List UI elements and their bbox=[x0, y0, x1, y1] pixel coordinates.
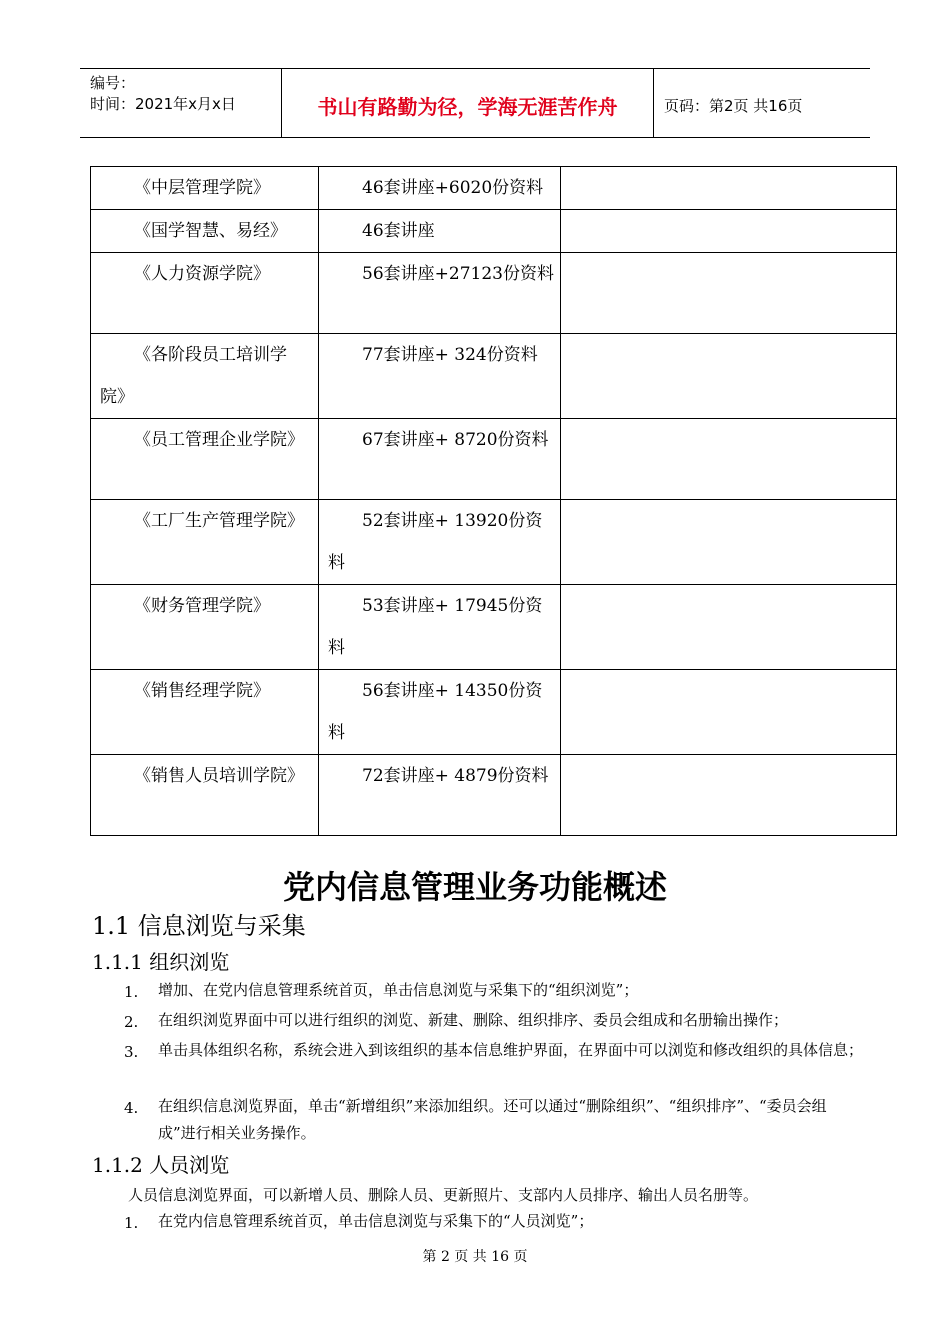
table-row bbox=[91, 253, 897, 334]
table-row bbox=[91, 755, 897, 836]
table-cell-content: 46套讲座 bbox=[362, 221, 435, 241]
time-label: 时间：2021年x月x日 bbox=[90, 95, 236, 113]
table-cell-note bbox=[561, 167, 897, 210]
number-label: 编号： bbox=[90, 74, 136, 92]
section-heading-1-1-1: 1.1.1 组织浏览 bbox=[92, 950, 230, 974]
table-row bbox=[91, 585, 897, 670]
document-title: 党内信息管理业务功能概述 bbox=[282, 868, 667, 906]
table-cell-note bbox=[561, 670, 897, 755]
section-heading-1-1-2: 1.1.2 人员浏览 bbox=[92, 1153, 230, 1177]
table-cell-note bbox=[561, 210, 897, 253]
list-item-text: 在党内信息管理系统首页，单击信息浏览与采集下的“人员浏览”； bbox=[158, 1212, 594, 1230]
table-cell-content: 67套讲座+ 8720份资料 bbox=[362, 430, 549, 450]
list-item-number: 3. bbox=[124, 1043, 139, 1061]
table-cell-note bbox=[561, 500, 897, 585]
table-cell-name: 《各阶段员工培训学院》 bbox=[100, 345, 287, 407]
paragraph-people: 人员信息浏览界面，可以新增人员、删除人员、更新照片、支部内人员排序、输出人员名册等。 bbox=[128, 1186, 759, 1204]
section-heading-1-1: 1.1 信息浏览与采集 bbox=[92, 912, 306, 940]
page-footer: 第 2 页 共 16 页 bbox=[422, 1249, 528, 1265]
table-row bbox=[91, 334, 897, 419]
table-cell-content: 72套讲座+ 4879份资料 bbox=[362, 766, 549, 786]
table-row bbox=[91, 210, 897, 253]
table-cell-content: 53套讲座+ 17945份资料 bbox=[328, 596, 543, 658]
table-cell-name: 《财务管理学院》 bbox=[134, 596, 270, 616]
list-item-number: 2. bbox=[124, 1013, 139, 1031]
table-cell-note bbox=[561, 419, 897, 500]
table-row bbox=[91, 500, 897, 585]
table-cell-name: 《人力资源学院》 bbox=[134, 264, 270, 284]
table-cell-content: 56套讲座+27123份资料 bbox=[362, 264, 554, 284]
table-row bbox=[91, 670, 897, 755]
table-cell-name: 《中层管理学院》 bbox=[134, 178, 270, 198]
table-cell-content: 77套讲座+ 324份资料 bbox=[362, 345, 538, 365]
table-cell-name: 《工厂生产管理学院》 bbox=[134, 511, 304, 531]
page-header bbox=[80, 68, 870, 138]
table-cell-note bbox=[561, 585, 897, 670]
table-cell-note bbox=[561, 253, 897, 334]
list-item-text: 在组织信息浏览界面，单击“新增组织”来添加组织。还可以通过“删除组织”、“组织排序”、“委员会组成”进行相关业务操作。 bbox=[158, 1097, 827, 1142]
table-cell-content: 46套讲座+6020份资料 bbox=[362, 178, 544, 198]
list-item-number: 4. bbox=[124, 1099, 139, 1117]
header-motto: 书山有路勤为径，学海无涯苦作舟 bbox=[282, 69, 654, 137]
header-meta bbox=[80, 69, 282, 137]
table-cell-note bbox=[561, 755, 897, 836]
table-cell-content: 52套讲座+ 13920份资料 bbox=[328, 511, 543, 573]
table-row bbox=[91, 167, 897, 210]
table-cell-note bbox=[561, 334, 897, 419]
table-cell-content: 56套讲座+ 14350份资料 bbox=[328, 681, 543, 743]
list-item-text: 单击具体组织名称，系统会进入到该组织的基本信息维护界面，在界面中可以浏览和修改组织的具体信息； bbox=[158, 1041, 864, 1059]
table-row bbox=[91, 419, 897, 500]
header-page-info: 页码：第2页 共16页 bbox=[664, 96, 803, 115]
table-cell-name: 《销售人员培训学院》 bbox=[134, 766, 304, 786]
table-cell-name: 《国学智慧、易经》 bbox=[134, 221, 287, 241]
table-cell-name: 《销售经理学院》 bbox=[134, 681, 270, 701]
course-table bbox=[90, 166, 897, 836]
table-cell-name: 《员工管理企业学院》 bbox=[134, 430, 304, 450]
list-item-number: 1. bbox=[124, 983, 139, 1001]
list-item-text: 增加、在党内信息管理系统首页，单击信息浏览与采集下的“组织浏览”； bbox=[158, 981, 639, 999]
list-item-number: 1. bbox=[124, 1214, 139, 1232]
list-item-text: 在组织浏览界面中可以进行组织的浏览、新建、删除、组织排序、委员会组成和名册输出操作； bbox=[158, 1011, 789, 1029]
